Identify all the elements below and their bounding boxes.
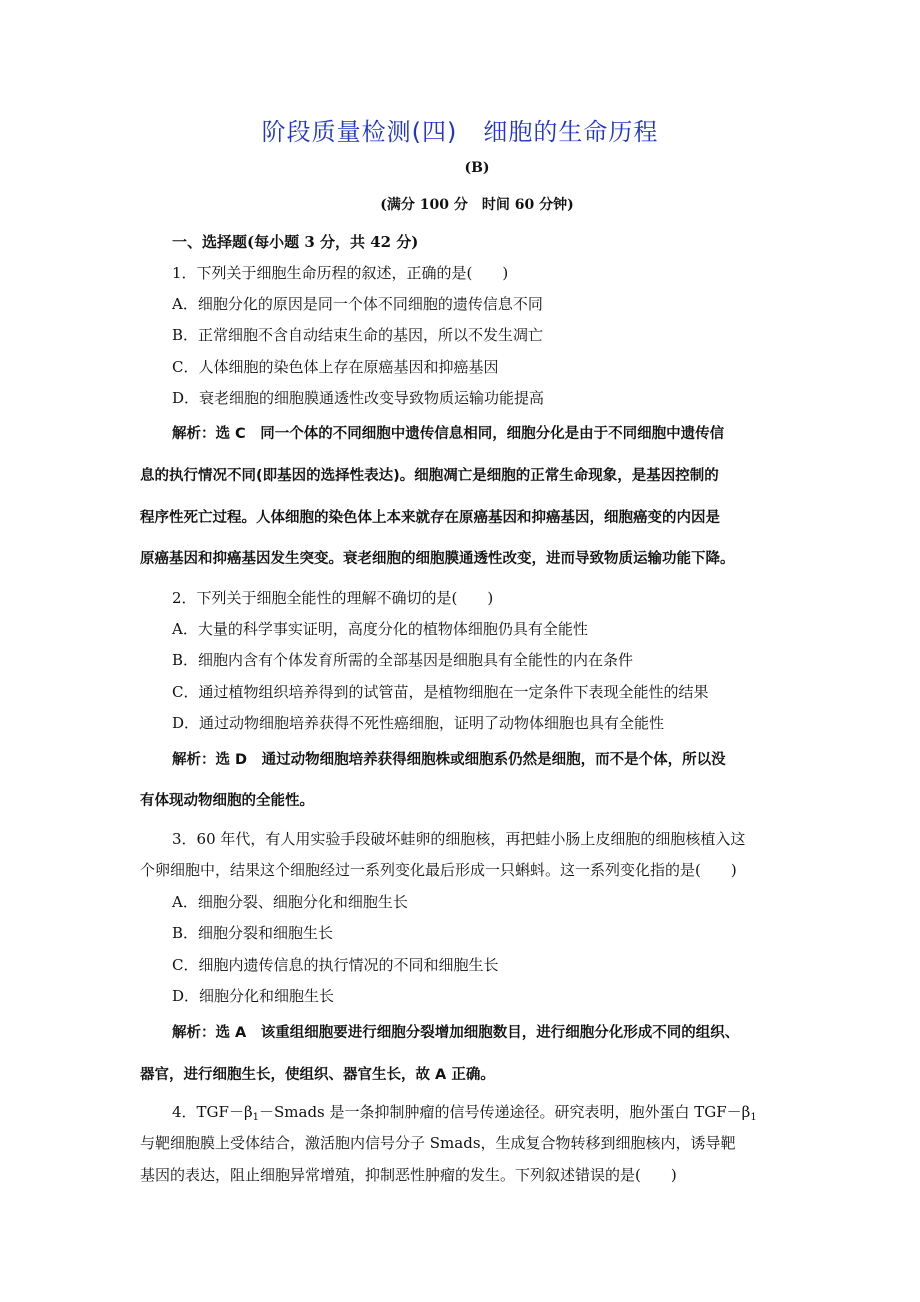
q3-answer-line1: 解析：选 A 该重组细胞要进行细胞分裂增加细胞数目，进行细胞分化形成不同的组织、 xyxy=(172,1025,740,1041)
q3-stem-line2: 个卵细胞中，结果这个细胞经过一系列变化最后形成一只蝌蚪。这一系列变化指的是( ) xyxy=(140,861,737,879)
q2-option-a: A．大量的科学事实证明，高度分化的植物体细胞仍具有全能性 xyxy=(172,620,588,638)
exam-info: (满分 100 分 时间 60 分钟) xyxy=(380,197,574,213)
q4-subscript-1: 1 xyxy=(252,1112,259,1123)
q1-answer-line3: 程序性死亡过程。人体细胞的染色体上本来就存在原癌基因和抑癌基因，细胞癌变的内因是 xyxy=(140,510,720,526)
q1-option-d: D．衰老细胞的细胞膜通透性改变导致物质运输功能提高 xyxy=(172,389,545,407)
version-label: (B) xyxy=(464,160,490,176)
q2-option-b: B．细胞内含有个体发育所需的全部基因是细胞具有全能性的内在条件 xyxy=(172,651,634,669)
q2-stem: 2．下列关于细胞全能性的理解不确切的是( ) xyxy=(172,589,494,607)
title-part2: 细胞的生命历程 xyxy=(483,118,659,146)
q1-stem: 1．下列关于细胞生命历程的叙述，正确的是( ) xyxy=(172,264,509,282)
q1-answer-line1: 解析：选 C 同一个体的不同细胞中遗传信息相同，细胞分化是由于不同细胞中遗传信 xyxy=(172,426,725,442)
q1-answer-line4: 原癌基因和抑癌基因发生突变。衰老细胞的细胞膜通透性改变，进而导致物质运输功能下降。 xyxy=(140,551,735,567)
q4-subscript-2: 1 xyxy=(750,1112,757,1123)
q3-option-c: C．细胞内遗传信息的执行情况的不同和细胞生长 xyxy=(172,956,499,974)
q1-option-c: C．人体细胞的染色体上存在原癌基因和抑癌基因 xyxy=(172,358,499,376)
q2-answer-line1: 解析：选 D 通过动物细胞培养获得细胞株或细胞系仍然是细胞，而不是个体，所以没 xyxy=(172,752,726,768)
q4-stem-line3: 基因的表达，阻止细胞异常增殖，抑制恶性肿瘤的发生。下列叙述错误的是( ) xyxy=(140,1166,677,1184)
q3-option-a: A．细胞分裂、细胞分化和细胞生长 xyxy=(172,893,408,911)
q2-answer-line2: 有体现动物细胞的全能性。 xyxy=(140,793,314,809)
q4-line1-part-b: －Smads 是一条抑制肿瘤的信号传递途径。研究表明，胞外蛋白 TGF－β xyxy=(259,1103,751,1121)
q3-option-b: B．细胞分裂和细胞生长 xyxy=(172,924,334,942)
q1-option-b: B．正常细胞不含自动结束生命的基因，所以不发生凋亡 xyxy=(172,326,544,344)
section-heading: 一、选择题(每小题 3 分，共 42 分) xyxy=(172,233,419,251)
q1-answer-line2: 息的执行情况不同(即基因的选择性表达)。细胞凋亡是细胞的正常生命现象，是基因控制的 xyxy=(140,468,719,484)
q4-stem-line1 xyxy=(172,1102,757,1128)
title-part1: 阶段质量检测(四) xyxy=(261,118,458,146)
q4-stem-line2: 与靶细胞膜上受体结合，激活胞内信号分子 Smads，生成复合物转移到细胞核内，诱导靶 xyxy=(140,1134,736,1152)
q2-option-c: C．通过植物组织培养得到的试管苗，是植物细胞在一定条件下表现全能性的结果 xyxy=(172,683,709,701)
q4-line1-part-a: 4．TGF－β xyxy=(172,1103,253,1121)
q3-option-d: D．细胞分化和细胞生长 xyxy=(172,987,335,1005)
q3-stem-line1: 3．60 年代，有人用实验手段破坏蛙卵的细胞核，再把蛙小肠上皮细胞的细胞核植入这 xyxy=(172,830,746,848)
q3-answer-line2: 器官，进行细胞生长，使组织、器官生长，故 A 正确。 xyxy=(140,1067,495,1083)
page-title xyxy=(0,112,920,147)
q1-option-a: A．细胞分化的原因是同一个体不同细胞的遗传信息不同 xyxy=(172,295,543,313)
q2-option-d: D．通过动物细胞培养获得不死性癌细胞，证明了动物体细胞也具有全能性 xyxy=(172,714,665,732)
